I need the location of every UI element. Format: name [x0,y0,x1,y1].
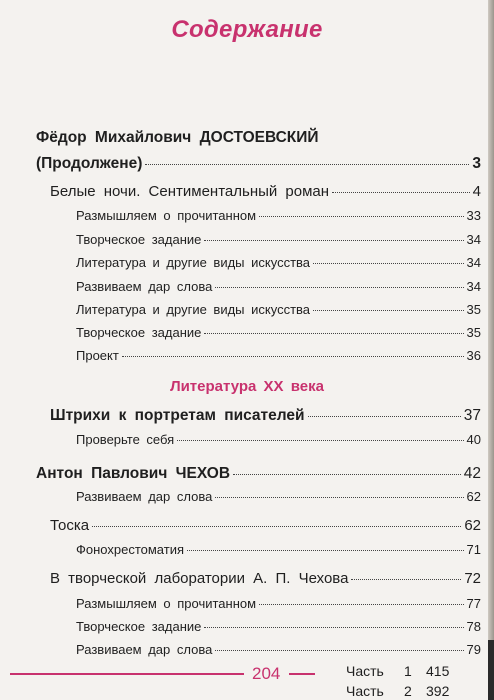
toc-entry-page: 36 [466,348,481,363]
part-line [346,684,449,698]
toc-entry-title: Литература и другие виды искусства [76,255,311,270]
toc-entry-title: Размышляем о прочитанном [76,596,257,611]
toc-entry-title: Развиваем дар слова [76,642,213,657]
toc-entry[interactable] [76,233,481,246]
toc-entry-title: Штрихи к портретам писателей [50,407,305,424]
dot-leader [187,550,464,551]
toc-entry-page: 34 [466,255,481,270]
toc-entry-page: 79 [466,642,481,657]
toc-entry[interactable] [76,209,481,222]
toc-entry-title: Проверьте себя [76,432,175,447]
toc-entry-page: 33 [466,208,481,223]
dot-leader [233,474,461,475]
footer-rule-right [289,673,315,675]
toc-entry-page: 40 [466,432,481,447]
toc-entry[interactable] [50,571,481,586]
toc-entry-page: 4 [472,183,481,200]
toc-entry-title: Развиваем дар слова [76,279,213,294]
toc-entry-title: Проект [76,348,119,363]
toc-entry-page: 62 [466,489,481,504]
toc-entry[interactable] [76,543,481,556]
dot-leader [313,310,464,311]
toc-entry-page: 34 [466,279,481,294]
toc-entry[interactable] [36,466,481,482]
toc-entry-title: (Продолжене) [36,155,143,172]
dot-leader [308,416,461,417]
toc-entry-page: 72 [464,570,481,587]
footer-rule-left [10,673,244,675]
dot-leader [145,164,469,165]
toc-entry[interactable] [76,326,481,339]
toc-entry-page: 77 [466,596,481,611]
toc-entry-title: Творческое задание [76,619,202,634]
toc-entry-page: 37 [463,407,481,424]
toc-entry-page: 35 [466,302,481,317]
dot-leader [215,287,463,288]
toc-entry-title: Развиваем дар слова [76,489,213,504]
part-line [346,664,449,678]
part-label: Часть [346,663,384,679]
toc-entry[interactable] [76,490,481,503]
toc-entry[interactable] [76,597,481,610]
dot-leader [177,440,463,441]
section-heading-text: Литература XX века [170,378,324,395]
dot-leader [259,216,463,217]
toc-entry[interactable] [76,433,481,446]
dot-leader [313,263,464,264]
toc-entry-title: Белые ночи. Сентиментальный роман [50,183,330,200]
part-code: 415 [426,663,450,679]
toc-entry-title: Творческое задание [76,232,202,247]
toc-entry[interactable] [76,256,481,269]
toc-entry-title: Тоска [50,517,90,534]
toc-author-heading [36,130,319,146]
dot-leader [259,604,463,605]
page-number: 204 [252,664,281,683]
part-code: 392 [426,683,450,699]
toc-entry[interactable] [50,408,481,424]
toc-entry[interactable] [76,349,481,362]
toc-entry-page: 3 [472,155,481,172]
page-title: Содержание [171,16,323,43]
dot-leader [204,627,463,628]
toc-entry-title: Литература и другие виды искусства [76,302,311,317]
toc-entry[interactable] [36,156,481,172]
toc-entry[interactable] [50,518,481,533]
toc-entry[interactable] [76,303,481,316]
toc-entry-page: 78 [466,619,481,634]
part-number: 2 [404,683,412,699]
toc-entry[interactable] [76,280,481,293]
toc-entry-title: Творческое задание [76,325,202,340]
toc-entry-title: Антон Павлович ЧЕХОВ [36,465,231,482]
toc-entry-page: 35 [466,325,481,340]
toc-entry-page: 34 [466,232,481,247]
dot-leader [204,240,463,241]
toc-entry[interactable] [50,184,481,199]
part-number: 1 [404,663,412,679]
dot-leader [122,356,464,357]
toc-entry-title: Фонохрестоматия [76,542,185,557]
toc-section-heading [0,379,494,395]
dot-leader [204,333,463,334]
toc-entry-title: В творческой лаборатории А. П. Чехова [50,570,349,587]
dot-leader [351,579,461,580]
toc-entry-page: 42 [463,465,481,482]
toc-entry[interactable] [76,643,481,656]
toc-entry-page: 71 [466,542,481,557]
toc-entry[interactable] [76,620,481,633]
part-label: Часть [346,683,384,699]
toc-entry-title: Размышляем о прочитанном [76,208,257,223]
dot-leader [332,192,470,193]
dot-leader [215,650,463,651]
dot-leader [215,497,463,498]
toc-entry-title: Фёдор Михайлович ДОСТОЕВСКИЙ [36,129,319,146]
dot-leader [92,526,461,527]
toc-entry-page: 62 [464,517,481,534]
